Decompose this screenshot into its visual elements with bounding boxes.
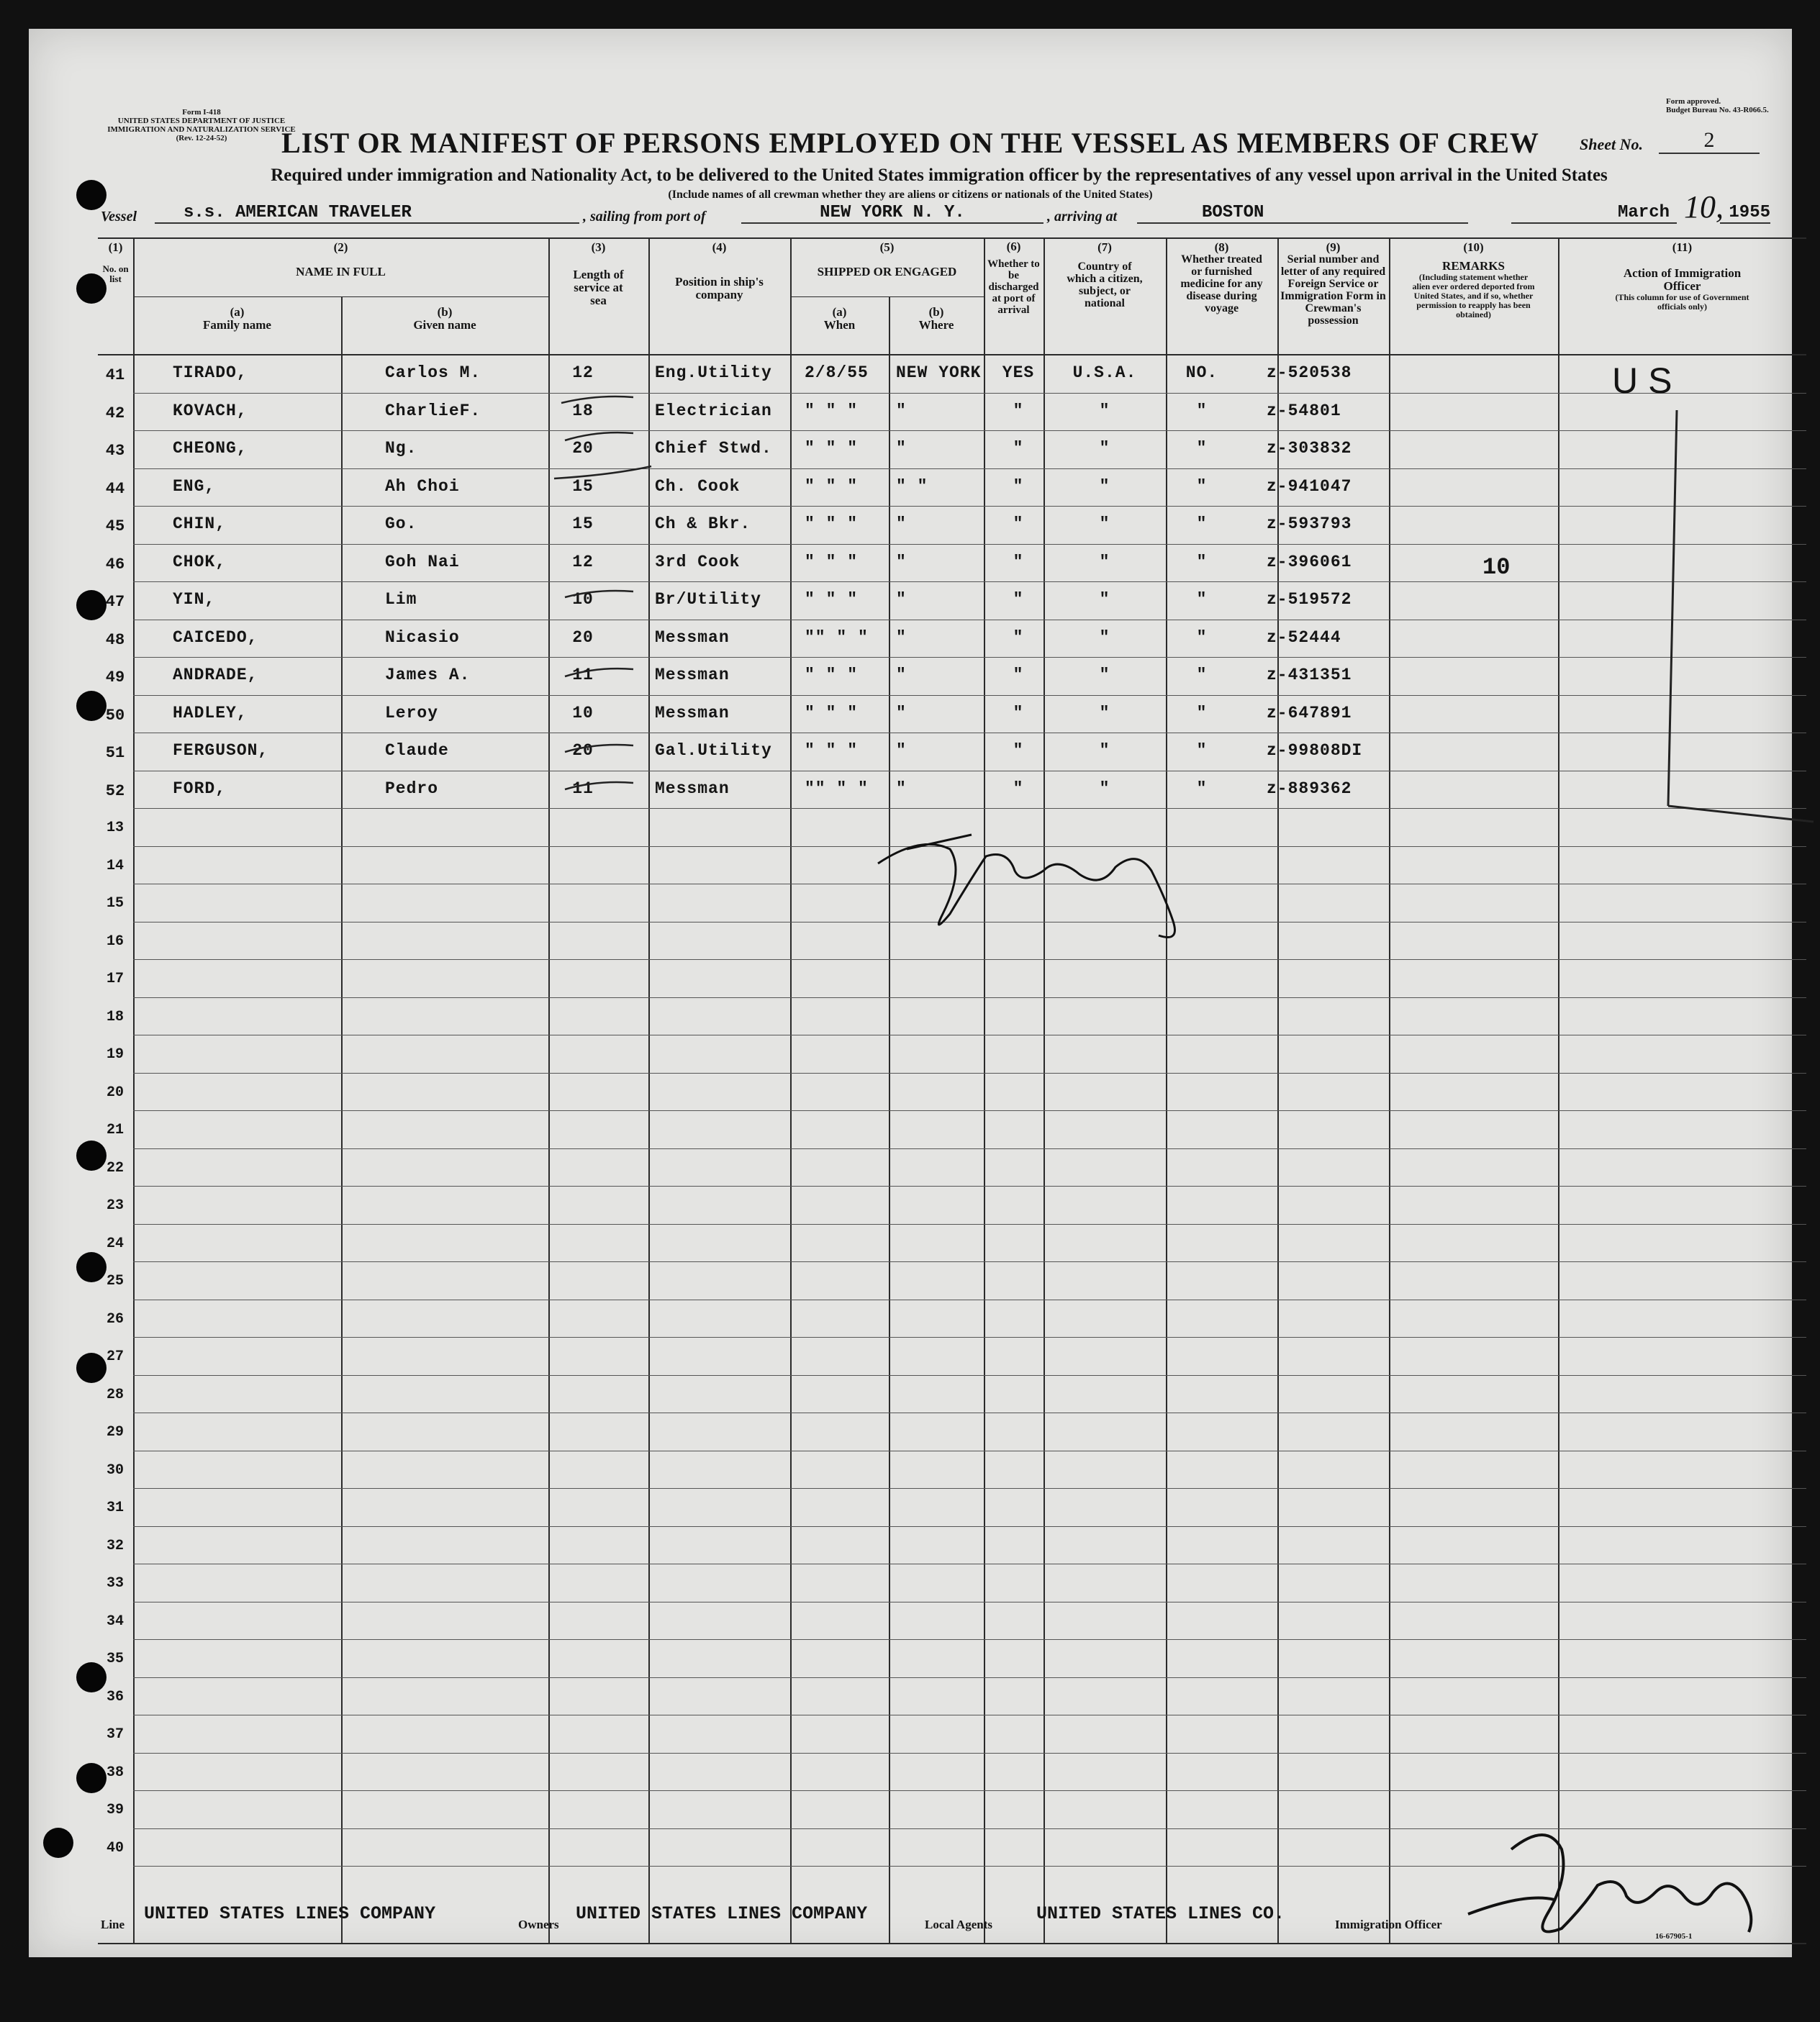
remarks-count: 10 <box>1482 554 1511 581</box>
cell-family: CHOK, <box>173 552 227 571</box>
table-row <box>29 999 1792 1037</box>
table-row <box>29 1490 1792 1528</box>
cell-discharged: " <box>1013 779 1024 798</box>
cell-serial: z-54801 <box>1267 401 1341 420</box>
table-bottom-border <box>98 1943 1806 1944</box>
row-number: 21 <box>106 1122 124 1138</box>
row-number: 23 <box>106 1197 124 1214</box>
cell-serial: z-99808DI <box>1267 741 1363 760</box>
cell-serial: z-647891 <box>1267 703 1352 722</box>
cell-family: FERGUSON, <box>173 741 269 760</box>
cell-country: " <box>1099 514 1110 533</box>
cell-where: " <box>896 779 907 798</box>
col5b-header <box>889 306 984 332</box>
cell-where: " <box>896 401 907 420</box>
row-number: 20 <box>106 1084 124 1101</box>
row-number: 30 <box>106 1461 124 1479</box>
col5a-label: When <box>823 318 856 332</box>
shipped-subheader-rule <box>790 296 984 297</box>
row-number: 27 <box>106 1348 124 1365</box>
col1-label: No. on list <box>102 263 129 284</box>
cell-service: 11 <box>572 779 594 798</box>
col2b-number: (b) <box>437 305 453 319</box>
cell-when: " " " <box>805 401 859 420</box>
col8-number: (8) <box>1214 240 1229 254</box>
row-number: 40 <box>106 1839 124 1856</box>
cell-position: Eng.Utility <box>655 363 772 382</box>
table-row <box>29 1338 1792 1377</box>
col6-number: (6) <box>1006 240 1021 253</box>
cell-service: 12 <box>572 363 594 382</box>
cell-service: 20 <box>572 627 594 647</box>
cell-when: " " " <box>805 439 859 458</box>
cell-given: Ng. <box>385 439 417 458</box>
cell-where: " <box>896 514 907 533</box>
row-number: 52 <box>105 781 125 800</box>
table-row <box>29 1187 1792 1225</box>
col3-header <box>548 241 648 307</box>
row-number: 45 <box>105 517 125 535</box>
print-code: 16-67905-1 <box>1655 1932 1693 1941</box>
header-bottom-border <box>98 354 1806 355</box>
table-row <box>29 734 1792 772</box>
table-row <box>29 1716 1792 1754</box>
cell-treated: " <box>1196 590 1208 609</box>
cell-when: " " " <box>805 552 859 571</box>
table-row <box>29 658 1792 697</box>
table-row <box>29 1074 1792 1112</box>
cell-when: 2/8/55 <box>805 363 869 382</box>
cell-serial: z-889362 <box>1267 779 1352 798</box>
cell-country: " <box>1099 439 1110 458</box>
cell-service: 15 <box>572 476 594 496</box>
table-row <box>29 1754 1792 1792</box>
cell-country: " <box>1099 779 1110 798</box>
row-number: 36 <box>106 1688 124 1705</box>
col7-label: Country of which a citizen, subject, or national <box>1067 260 1143 309</box>
service: IMMIGRATION AND NATURALIZATION SERVICE <box>107 125 296 134</box>
sheet-label: Sheet No. <box>1580 135 1643 153</box>
cell-discharged: " <box>1013 666 1024 684</box>
row-number: 50 <box>105 706 125 725</box>
row-number: 15 <box>106 895 124 912</box>
cell-position: 3rd Cook <box>655 552 741 571</box>
officer-bracket <box>1634 403 1820 835</box>
col11-number: (11) <box>1672 240 1693 254</box>
cell-country: " <box>1099 741 1110 760</box>
cell-given: Goh Nai <box>385 552 460 571</box>
cell-country: " <box>1099 666 1110 684</box>
row-number: 51 <box>105 744 125 762</box>
col8-header <box>1166 241 1277 314</box>
form-approved <box>1666 97 1810 114</box>
row-number: 34 <box>106 1613 124 1630</box>
officer-mark: US <box>1612 361 1683 401</box>
name-subheader-rule <box>133 296 548 297</box>
cell-when: "" " " <box>805 627 869 647</box>
table-row <box>29 356 1792 394</box>
cell-discharged: " <box>1013 627 1024 647</box>
cell-service: 20 <box>572 439 594 458</box>
cell-position: Chief Stwd. <box>655 439 772 458</box>
cell-treated: " <box>1196 779 1208 798</box>
revision: (Rev. 12-24-52) <box>176 134 227 142</box>
col5b-number: (b) <box>928 305 944 319</box>
cell-position: Br/Utility <box>655 590 762 609</box>
cell-position: Electrician <box>655 401 772 420</box>
cell-treated: " <box>1196 703 1208 722</box>
cell-treated: NO. <box>1185 363 1218 382</box>
cell-where: " " <box>896 476 928 496</box>
table-row <box>29 470 1792 508</box>
table-row <box>29 961 1792 999</box>
cell-treated: " <box>1196 552 1208 571</box>
arriving-label: , arriving at <box>1047 209 1118 225</box>
cell-service: 20 <box>572 741 594 760</box>
row-number: 32 <box>106 1537 124 1554</box>
cell-service: 18 <box>572 401 594 420</box>
col4-number: (4) <box>712 240 727 254</box>
budget-bureau: Budget Bureau No. 43-R066.5. <box>1666 106 1769 114</box>
col9-label: Serial number and letter of any required Foreign Service or Immigration Form in Crewman's possession <box>1280 253 1386 327</box>
cell-position: Messman <box>655 627 730 647</box>
cell-when: " " " <box>805 741 859 760</box>
row-number: 38 <box>106 1764 124 1781</box>
table-top-border <box>98 237 1806 239</box>
col6-label: Whether to be discharged at port of arrival <box>987 258 1040 316</box>
table-row <box>29 1112 1792 1150</box>
cell-treated: " <box>1196 741 1208 760</box>
cell-where: " <box>896 439 907 458</box>
cell-given: Pedro <box>385 779 439 798</box>
col8-label: Whether treated or furnished medicine for any disease during voyage <box>1180 253 1263 314</box>
owners-label: Owners <box>518 1918 559 1931</box>
row-number: 33 <box>106 1575 124 1592</box>
table-row <box>29 1150 1792 1188</box>
page-title: LIST OR MANIFEST OF PERSONS EMPLOYED ON THE VESSEL AS MEMBERS OF CREW <box>281 127 1539 159</box>
table-row <box>29 1225 1792 1264</box>
col6-header <box>984 241 1043 316</box>
cell-treated: " <box>1196 476 1208 496</box>
cell-family: HADLEY, <box>173 703 248 722</box>
row-number: 16 <box>106 933 124 950</box>
row-number: 46 <box>105 555 125 573</box>
col5a-header <box>790 306 889 332</box>
table-row <box>29 772 1792 810</box>
cell-position: Gal.Utility <box>655 741 772 760</box>
cell-given: James A. <box>385 666 471 684</box>
cell-service: 11 <box>572 666 594 684</box>
cell-where: " <box>896 666 907 684</box>
cell-family: ANDRADE, <box>173 666 258 684</box>
table-row <box>29 1603 1792 1641</box>
departure-port: NEW YORK N. Y. <box>741 203 1043 224</box>
cell-given: Nicasio <box>385 627 460 647</box>
row-number: 35 <box>106 1651 124 1667</box>
col4-header <box>648 241 790 302</box>
table-row <box>29 1528 1792 1566</box>
cell-given: Go. <box>385 514 417 533</box>
col3-number: (3) <box>591 240 606 254</box>
cell-discharged: YES <box>1002 363 1035 382</box>
cell-family: CHIN, <box>173 514 227 533</box>
approved-text: Form approved. <box>1666 97 1721 106</box>
table-row <box>29 1641 1792 1679</box>
cell-given: Leroy <box>385 703 439 722</box>
col2-header <box>133 241 548 278</box>
cell-when: " " " <box>805 514 859 533</box>
cell-where: " <box>896 590 907 609</box>
cell-family: CHEONG, <box>173 439 248 458</box>
cell-discharged: " <box>1013 476 1024 496</box>
row-number: 42 <box>105 404 125 422</box>
cell-position: Messman <box>655 666 730 684</box>
row-number: 18 <box>106 1008 124 1025</box>
table-row <box>29 1452 1792 1490</box>
row-number: 19 <box>106 1046 124 1063</box>
agents-value: UNITED STATES LINES CO. <box>1036 1903 1285 1924</box>
col5b-label: Where <box>918 318 954 332</box>
line-value: UNITED STATES LINES COMPANY <box>144 1903 436 1924</box>
cell-serial: z-396061 <box>1267 552 1352 571</box>
subtitle-note: (Include names of all crewman whether they are aliens or citizens or nationals of the United States) <box>668 189 1153 201</box>
row-number: 17 <box>106 971 124 987</box>
cell-family: KOVACH, <box>173 401 248 420</box>
table-row <box>29 1263 1792 1301</box>
row-number: 31 <box>106 1500 124 1516</box>
agents-label: Local Agents <box>925 1918 992 1931</box>
col2-number: (2) <box>333 240 348 254</box>
cell-discharged: " <box>1013 590 1024 609</box>
col11-label: (This column for use of Government officials only) <box>1615 292 1749 312</box>
table-row <box>29 545 1792 584</box>
table-row <box>29 1377 1792 1415</box>
cell-service: 10 <box>572 590 594 609</box>
cell-position: Ch & Bkr. <box>655 514 751 533</box>
col10-label: (Including statement whether alien ever ordered deported from United States, and if so, whether permission to reapply has been obtained) <box>1412 272 1535 319</box>
cell-treated: " <box>1196 627 1208 647</box>
arrival-day: 10, <box>1684 189 1724 225</box>
cell-when: " " " <box>805 666 859 684</box>
row-number: 13 <box>106 820 124 836</box>
cell-serial: z-941047 <box>1267 476 1352 496</box>
table-row <box>29 1301 1792 1339</box>
col3-label: Length of service at sea <box>573 268 624 307</box>
col2-title: NAME IN FULL <box>296 265 386 278</box>
row-number: 28 <box>106 1386 124 1403</box>
sailing-label: , sailing from port of <box>583 209 706 225</box>
col1-number: (1) <box>108 240 123 254</box>
table-row <box>29 507 1792 545</box>
col5a-number: (a) <box>832 305 847 319</box>
row-number: 49 <box>105 668 125 686</box>
officer-signature <box>1439 1806 1778 1943</box>
arrival-year: 1955 <box>1720 203 1770 224</box>
cell-country: " <box>1099 401 1110 420</box>
cell-where: " <box>896 741 907 760</box>
cell-when: "" " " <box>805 779 869 798</box>
cell-service: 12 <box>572 552 594 571</box>
row-number: 26 <box>106 1310 124 1328</box>
cell-family: ENG, <box>173 476 216 496</box>
officer-label: Immigration Officer <box>1335 1918 1442 1931</box>
col5-number: (5) <box>879 240 895 254</box>
table-row <box>29 1679 1792 1717</box>
cell-treated: " <box>1196 514 1208 533</box>
row-number: 41 <box>105 366 125 384</box>
col9-number: (9) <box>1326 240 1341 254</box>
cell-when: " " " <box>805 590 859 609</box>
owners-value: UNITED STATES LINES COMPANY <box>576 1903 868 1924</box>
row-number: 44 <box>105 479 125 498</box>
cell-where: NEW YORK <box>896 363 982 382</box>
cell-family: CAICEDO, <box>173 627 258 647</box>
table-row <box>29 621 1792 659</box>
department: UNITED STATES DEPARTMENT OF JUSTICE <box>117 117 286 125</box>
cell-discharged: " <box>1013 741 1024 760</box>
cell-family: TIRADO, <box>173 363 248 382</box>
col10-title: REMARKS <box>1442 259 1505 273</box>
arrival-port: BOSTON <box>1137 203 1468 224</box>
form-number: Form I-418 <box>182 108 221 117</box>
col4-label: Position in ship's company <box>675 275 764 302</box>
cell-serial: z-519572 <box>1267 590 1352 609</box>
table-row <box>29 432 1792 470</box>
cell-treated: " <box>1196 439 1208 458</box>
row-number: 37 <box>106 1726 124 1743</box>
cell-serial: z-52444 <box>1267 627 1341 647</box>
vessel-name: s.s. AMERICAN TRAVELER <box>155 203 579 224</box>
col9-header <box>1277 241 1389 327</box>
cell-where: " <box>896 627 907 647</box>
service-check-marks <box>547 381 662 842</box>
cell-where: " <box>896 552 907 571</box>
cell-family: YIN, <box>173 590 216 609</box>
cell-treated: " <box>1196 401 1208 420</box>
cell-discharged: " <box>1013 552 1024 571</box>
row-number: 29 <box>106 1424 124 1441</box>
col2b-label: Given name <box>413 318 476 332</box>
cell-service: 15 <box>572 514 594 533</box>
row-number: 22 <box>106 1159 124 1177</box>
col10-header <box>1389 241 1558 319</box>
cell-treated: " <box>1196 666 1208 684</box>
row-number: 47 <box>105 593 125 611</box>
col5-title: SHIPPED OR ENGAGED <box>817 265 957 278</box>
cell-when: " " " <box>805 476 859 496</box>
line-label: Line <box>101 1918 125 1931</box>
col2a-label: Family name <box>203 318 271 332</box>
cell-discharged: " <box>1013 703 1024 722</box>
cell-country: " <box>1099 703 1110 722</box>
cell-given: Lim <box>385 590 417 609</box>
cell-position: Messman <box>655 779 730 798</box>
row-number: 39 <box>106 1802 124 1818</box>
manifest-sheet <box>29 29 1792 1957</box>
arrival-month: March <box>1511 203 1677 224</box>
cell-when: " " " <box>805 703 859 722</box>
cell-serial: z-520538 <box>1267 363 1352 382</box>
table-row <box>29 697 1792 735</box>
col7-number: (7) <box>1097 240 1112 254</box>
cell-country: " <box>1099 552 1110 571</box>
cell-position: Messman <box>655 703 730 722</box>
row-number: 24 <box>106 1235 124 1252</box>
col2a-number: (a) <box>230 305 245 319</box>
col7-header <box>1043 241 1166 309</box>
cell-given: CharlieF. <box>385 401 481 420</box>
cell-family: FORD, <box>173 779 227 798</box>
cell-discharged: " <box>1013 401 1024 420</box>
cell-discharged: " <box>1013 439 1024 458</box>
cell-service: 10 <box>572 703 594 722</box>
table-row <box>29 583 1792 621</box>
col11-title: Action of Immigration Officer <box>1623 266 1742 293</box>
col5-header <box>790 241 984 278</box>
cell-given: Ah Choi <box>385 476 460 496</box>
col10-number: (10) <box>1463 240 1484 254</box>
cell-where: " <box>896 703 907 722</box>
row-number: 48 <box>105 630 125 649</box>
col2a-header <box>133 306 341 332</box>
col1-header <box>98 241 133 284</box>
cell-serial: z-593793 <box>1267 514 1352 533</box>
row-number: 25 <box>106 1273 124 1289</box>
row-number: 14 <box>106 857 124 874</box>
col11-header <box>1558 241 1806 312</box>
cell-position: Ch. Cook <box>655 476 741 496</box>
signature <box>864 806 1209 950</box>
cell-given: Carlos M. <box>385 363 481 382</box>
cell-country: " <box>1099 590 1110 609</box>
vessel-label: Vessel <box>101 209 137 225</box>
table-row <box>29 1036 1792 1074</box>
cell-country: " <box>1099 476 1110 496</box>
table-row <box>29 1414 1792 1452</box>
cell-serial: z-303832 <box>1267 439 1352 458</box>
cell-discharged: " <box>1013 514 1024 533</box>
cell-given: Claude <box>385 741 449 760</box>
cell-country: " <box>1099 627 1110 647</box>
table-row <box>29 1565 1792 1603</box>
col2b-header <box>341 306 548 332</box>
table-row <box>29 394 1792 432</box>
sheet-number: 2 <box>1659 128 1760 154</box>
cell-serial: z-431351 <box>1267 666 1352 684</box>
subtitle: Required under immigration and Nationality Act, to be delivered to the United States immigration officer by the representatives of any vessel upon arrival in the United States <box>271 166 1608 185</box>
cell-country: U.S.A. <box>1072 363 1137 382</box>
row-number: 43 <box>105 442 125 460</box>
